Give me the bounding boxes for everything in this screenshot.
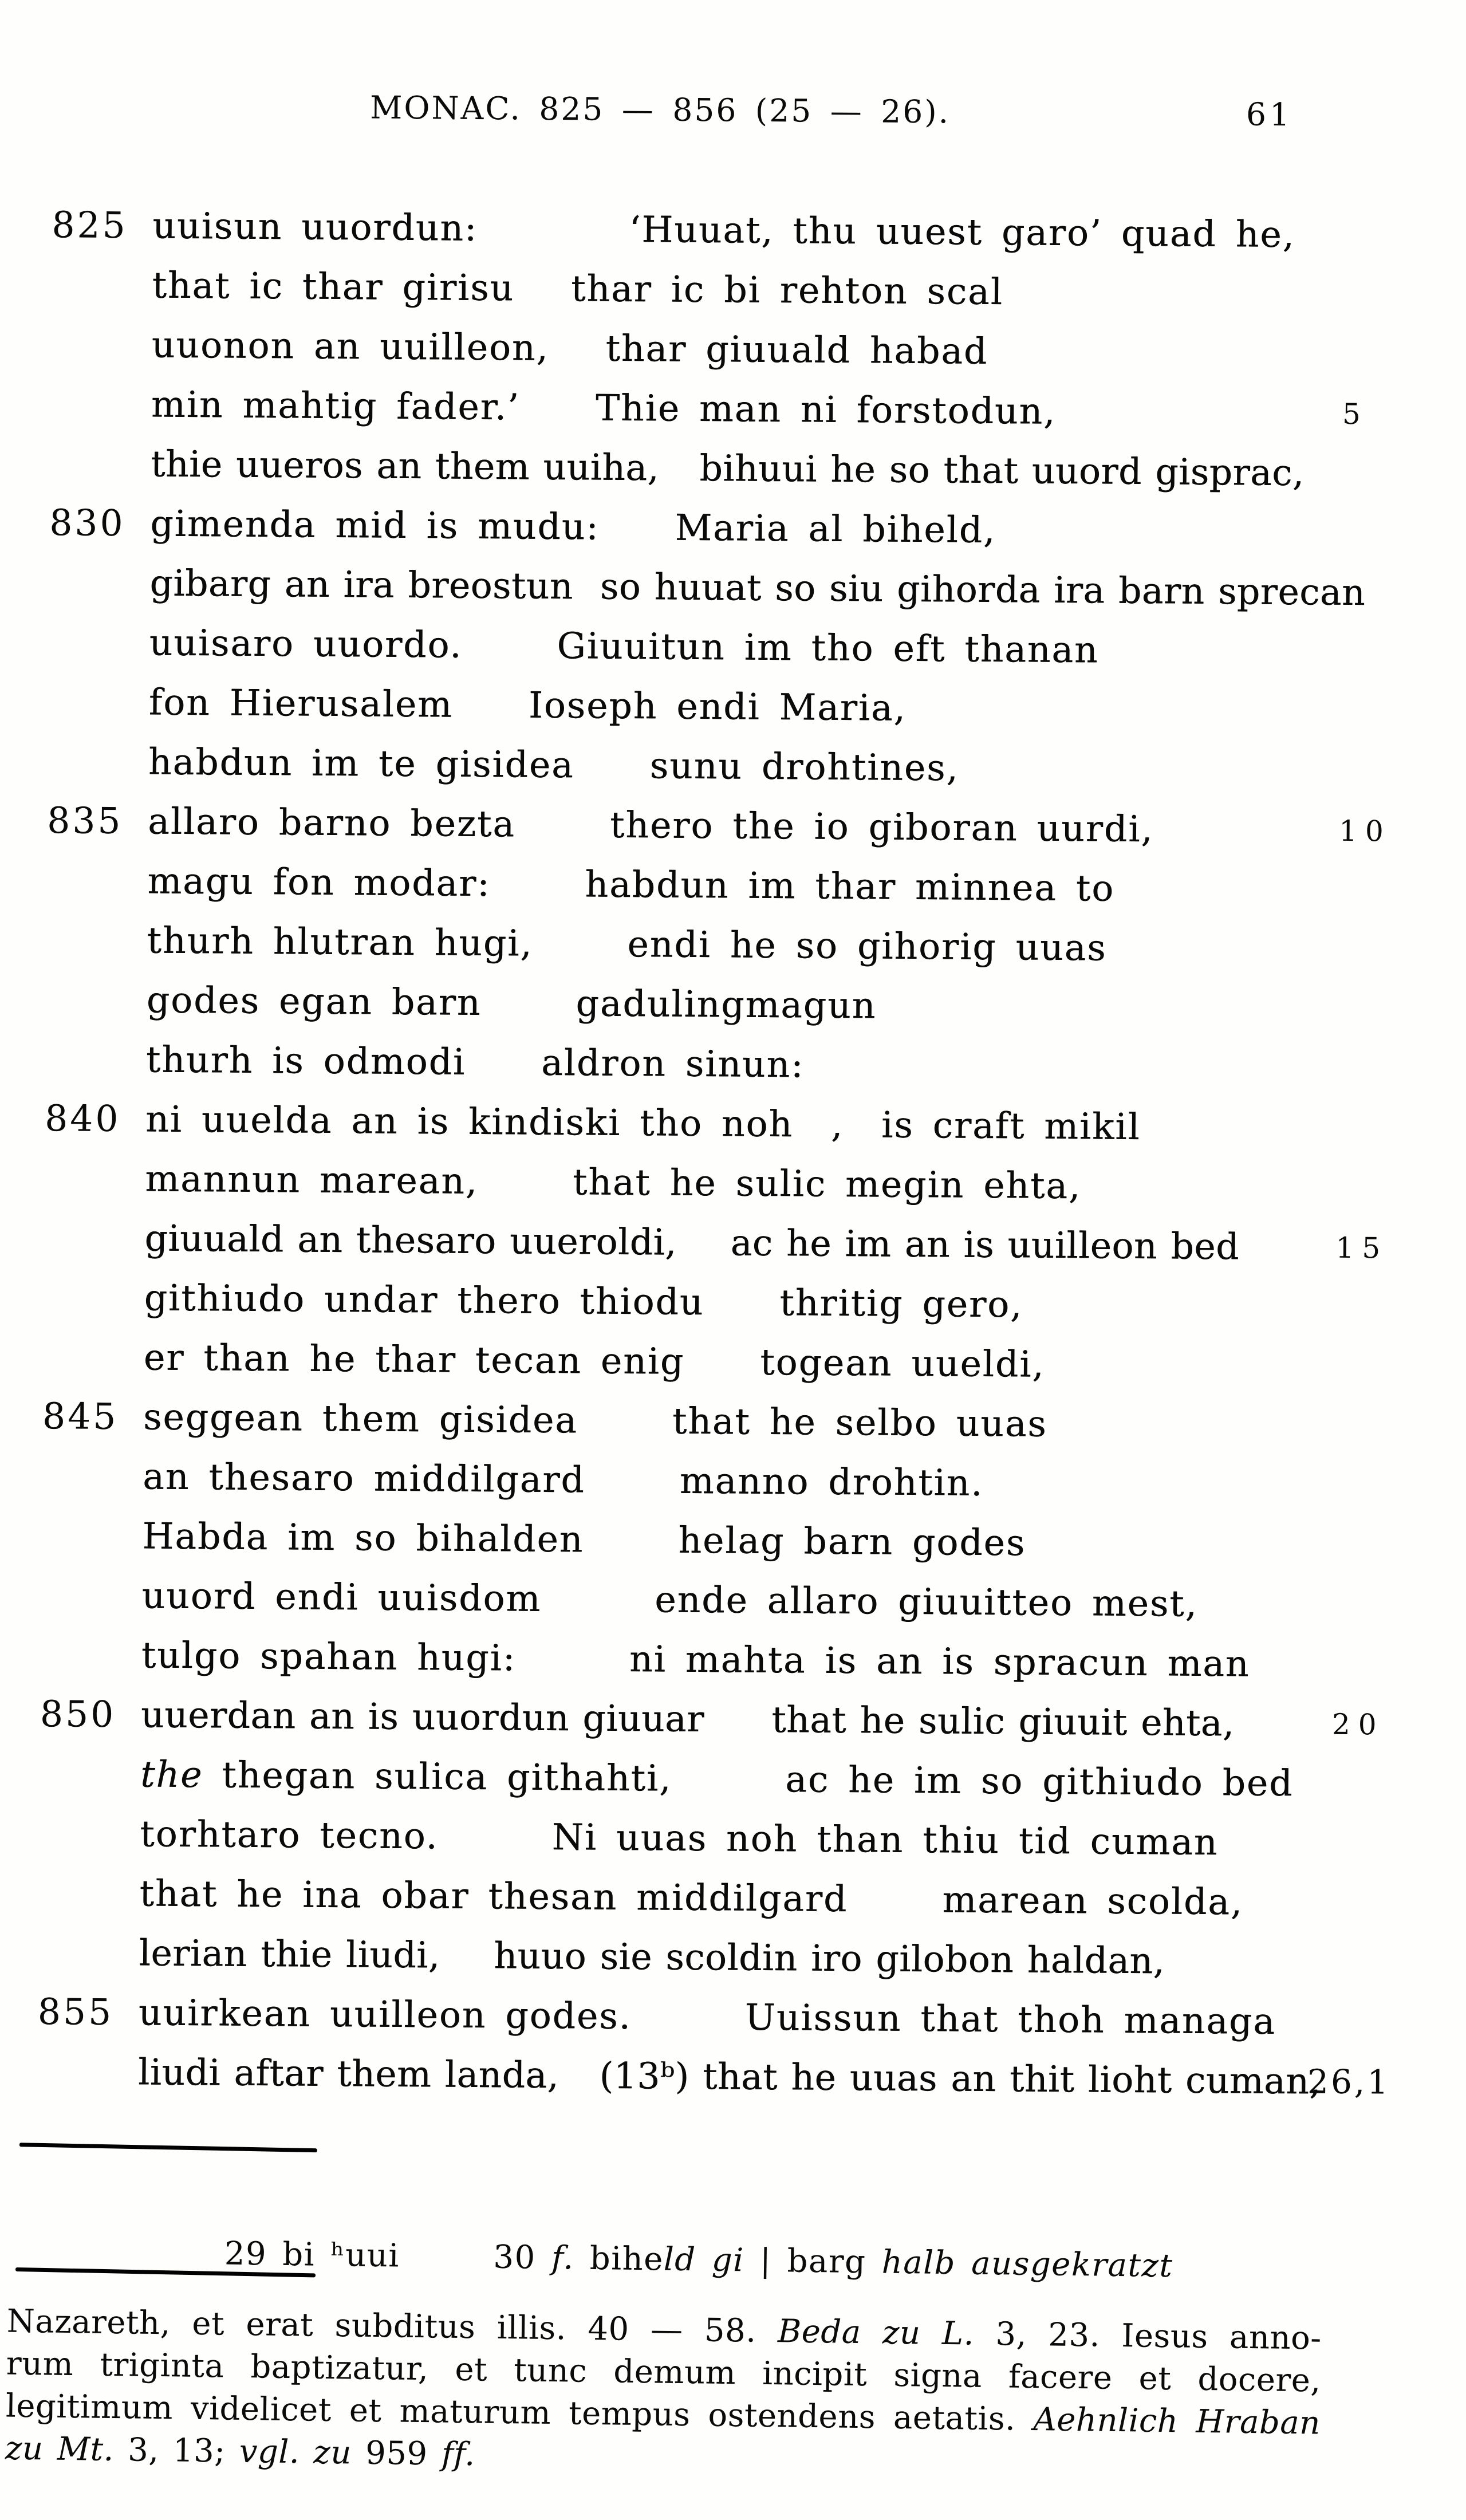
- footnote-segment: Beda zu L.: [777, 2313, 975, 2353]
- verse-line: [0, 850, 1460, 921]
- verse-line-number: 830: [49, 502, 125, 545]
- verse-line: [0, 1386, 1456, 1457]
- footnote-segment: Nazareth, et erat subditus illis. 40 — 58.: [6, 2302, 778, 2350]
- verse-line-text: habdun im te gisidea sunu drohtines,: [148, 741, 959, 789]
- separator-rule-top: [19, 2143, 317, 2152]
- verse-line: [0, 1922, 1452, 1993]
- verse-line: [0, 1982, 1451, 2053]
- verse-line: [0, 671, 1461, 742]
- verse-line: [0, 373, 1464, 444]
- verse-line-number: 855: [37, 1991, 114, 2034]
- footnote-segment: 3, 23. Iesus anno-: [974, 2315, 1322, 2357]
- verse-line-text: tulgo spahan hugi: ni mahta is an is spracun man: [141, 1634, 1250, 1685]
- verse-line: [0, 493, 1463, 564]
- verse-line: [0, 1684, 1453, 1755]
- footnote-segment: Aehnlich Hraban: [1033, 2401, 1321, 2442]
- margin-line-number: 15: [1335, 1231, 1389, 1265]
- verse-line-text: that he ina obar thesan middilgard marean scolda,: [139, 1872, 1244, 1923]
- verse-line-text: min mahtig fader.’ Thie man ni forstodun,: [151, 383, 1057, 432]
- verse-line-text: thie uueros an them uuiha, bihuui he so that uuord gisprac,: [150, 443, 1305, 494]
- verse-line: [0, 1207, 1457, 1278]
- footnote-segment: 959: [351, 2434, 442, 2473]
- apparatus-segment: | barg: [744, 2242, 882, 2281]
- verse-line-text: an thesaro middilgard manno drohtin.: [143, 1455, 984, 1504]
- verse-line-text: er than he thar tecan enig togean uueldi,: [143, 1336, 1045, 1385]
- margin-line-number: 5: [1342, 397, 1369, 431]
- verse-line-text: thurh hlutran hugi, endi he so gihorig uuas: [147, 919, 1107, 969]
- verse-line-text: uuisun uuordun: ‘Huuat, thu uuest garo’ quad he,: [152, 204, 1295, 256]
- footnote-segment: 3, 13;: [113, 2431, 240, 2470]
- margin-line-number: 26,1: [1307, 2062, 1391, 2102]
- verse-block: [0, 195, 1465, 2112]
- verse-line: [0, 254, 1465, 325]
- footnote-segment: rum triginta baptizatur, et tunc demum incipit signa facere et docere,: [6, 2345, 1322, 2400]
- verse-line-text: ni uuelda an is kindiski tho noh , is craft mikil: [145, 1098, 1141, 1148]
- verse-line: [0, 1088, 1459, 1159]
- apparatus-segment: 30: [493, 2238, 552, 2277]
- verse-line-text: lerian thie liudi, huuo sie scoldin iro gilobon haldan,: [139, 1932, 1165, 1982]
- margin-line-number: 20: [1331, 1707, 1385, 1742]
- verse-line: [0, 790, 1461, 861]
- verse-line: [0, 1743, 1453, 1814]
- verse-line-text: allaro barno bezta thero the io giboran uurdi,: [148, 800, 1154, 850]
- verse-line: [0, 612, 1462, 683]
- verse-line-number: 850: [40, 1693, 116, 1736]
- apparatus-segment: f.: [551, 2239, 575, 2277]
- verse-line-text: uuerdan an is uuordun giuuar that he sulic giuuit ehta,: [140, 1694, 1235, 1745]
- footnote-block: [5, 2301, 1322, 2487]
- footnote-segment: vgl. zu: [239, 2432, 352, 2472]
- verse-line: [0, 1148, 1458, 1219]
- verse-line: [0, 433, 1464, 504]
- verse-line-text: giuuald an thesaro uueroldi, ac he im an is uuilleon bed: [144, 1217, 1240, 1268]
- verse-line-text: gimenda mid is mudu: Maria al biheld,: [150, 502, 996, 552]
- verse-line-number: 845: [42, 1395, 119, 1438]
- verse-line-text: githiudo undar thero thiodu thritig gero,: [144, 1277, 1023, 1326]
- verse-line-text: torhtaro tecno. Ni uuas noh than thiu tid cuman: [140, 1813, 1219, 1864]
- verse-line: [0, 552, 1463, 623]
- verse-line-text: uuonon an uuilleon, thar giuuald habad: [151, 324, 988, 372]
- verse-line-text: Habda im so bihalden helag barn godes: [142, 1515, 1026, 1564]
- verse-line: [0, 1565, 1455, 1636]
- verse-line-text: liudi aftar them landa, (13ᵇ) that he uuas an thit lioht cuman,: [137, 2051, 1322, 2102]
- apparatus-segment: halb ausgekratzt: [881, 2243, 1173, 2285]
- verse-line: [0, 314, 1464, 385]
- bottom-section: [0, 2118, 1450, 2520]
- verse-line-text: fon Hierusalem Ioseph endi Maria,: [148, 681, 907, 729]
- running-head-title: MONAC. 825 — 856 (25 — 26).: [369, 89, 951, 131]
- footnote-segment: ff.: [441, 2435, 476, 2474]
- running-head: [0, 86, 1466, 143]
- apparatus-segment: 29 bi ʰuui: [224, 2235, 494, 2276]
- verse-line: [0, 1446, 1456, 1517]
- apparatus-segment: ld gi: [663, 2241, 745, 2279]
- verse-line-number: 825: [52, 204, 128, 247]
- verse-line: [0, 909, 1460, 981]
- verse-line-text: uuord endi uuisdom ende allaro giuuitteo mest,: [141, 1574, 1198, 1625]
- verse-line: [0, 1863, 1452, 1934]
- verse-line-text: magu fon modar: habdun im thar minnea to: [147, 860, 1115, 909]
- verse-line-number: 840: [44, 1097, 121, 1140]
- verse-line: [0, 731, 1461, 802]
- verse-line-text: godes egan barn gadulingmagun: [146, 979, 877, 1027]
- verse-line: [0, 1267, 1457, 1338]
- verse-line: [0, 1624, 1454, 1695]
- margin-line-number: 10: [1339, 814, 1392, 848]
- verse-line: [0, 1803, 1453, 1874]
- verse-line-text: that ic thar girisu thar ic bi rehton scal: [152, 264, 1004, 313]
- apparatus-segment: bihe: [574, 2239, 664, 2278]
- footnote-segment: legitimum videlicet et maturum tempus ostendens aetatis.: [5, 2387, 1034, 2439]
- verse-line-text: the thegan sulica githahti, ac he im so githiudo bed: [140, 1753, 1294, 1805]
- verse-line-text: uuirkean uuilleon godes. Uuissun that thoh managa: [138, 1991, 1276, 2043]
- verse-line: [0, 1505, 1455, 1576]
- verse-italic-word: the: [140, 1753, 203, 1796]
- verse-line-text: uuisaro uuordo. Giuuitun im tho eft thanan: [149, 621, 1099, 671]
- verse-line: [0, 969, 1459, 1040]
- verse-line-text: gibarg an ira breostun so huuat so siu gihorda ira barn sprecan: [149, 562, 1366, 614]
- page-number: 61: [1246, 96, 1294, 133]
- verse-line-number: 835: [47, 800, 123, 842]
- verse-line: [0, 1029, 1459, 1100]
- footnote-segment: zu Mt.: [5, 2430, 115, 2469]
- verse-line: [0, 2041, 1451, 2112]
- verse-line-text: seggean them gisidea that he selbo uuas: [143, 1396, 1048, 1445]
- verse-line-text: mannun marean, that he sulic megin ehta,: [145, 1157, 1082, 1207]
- verse-line-text: thurh is odmodi aldron sinun:: [145, 1038, 805, 1086]
- verse-line: [0, 195, 1465, 266]
- verse-line: [0, 1326, 1456, 1397]
